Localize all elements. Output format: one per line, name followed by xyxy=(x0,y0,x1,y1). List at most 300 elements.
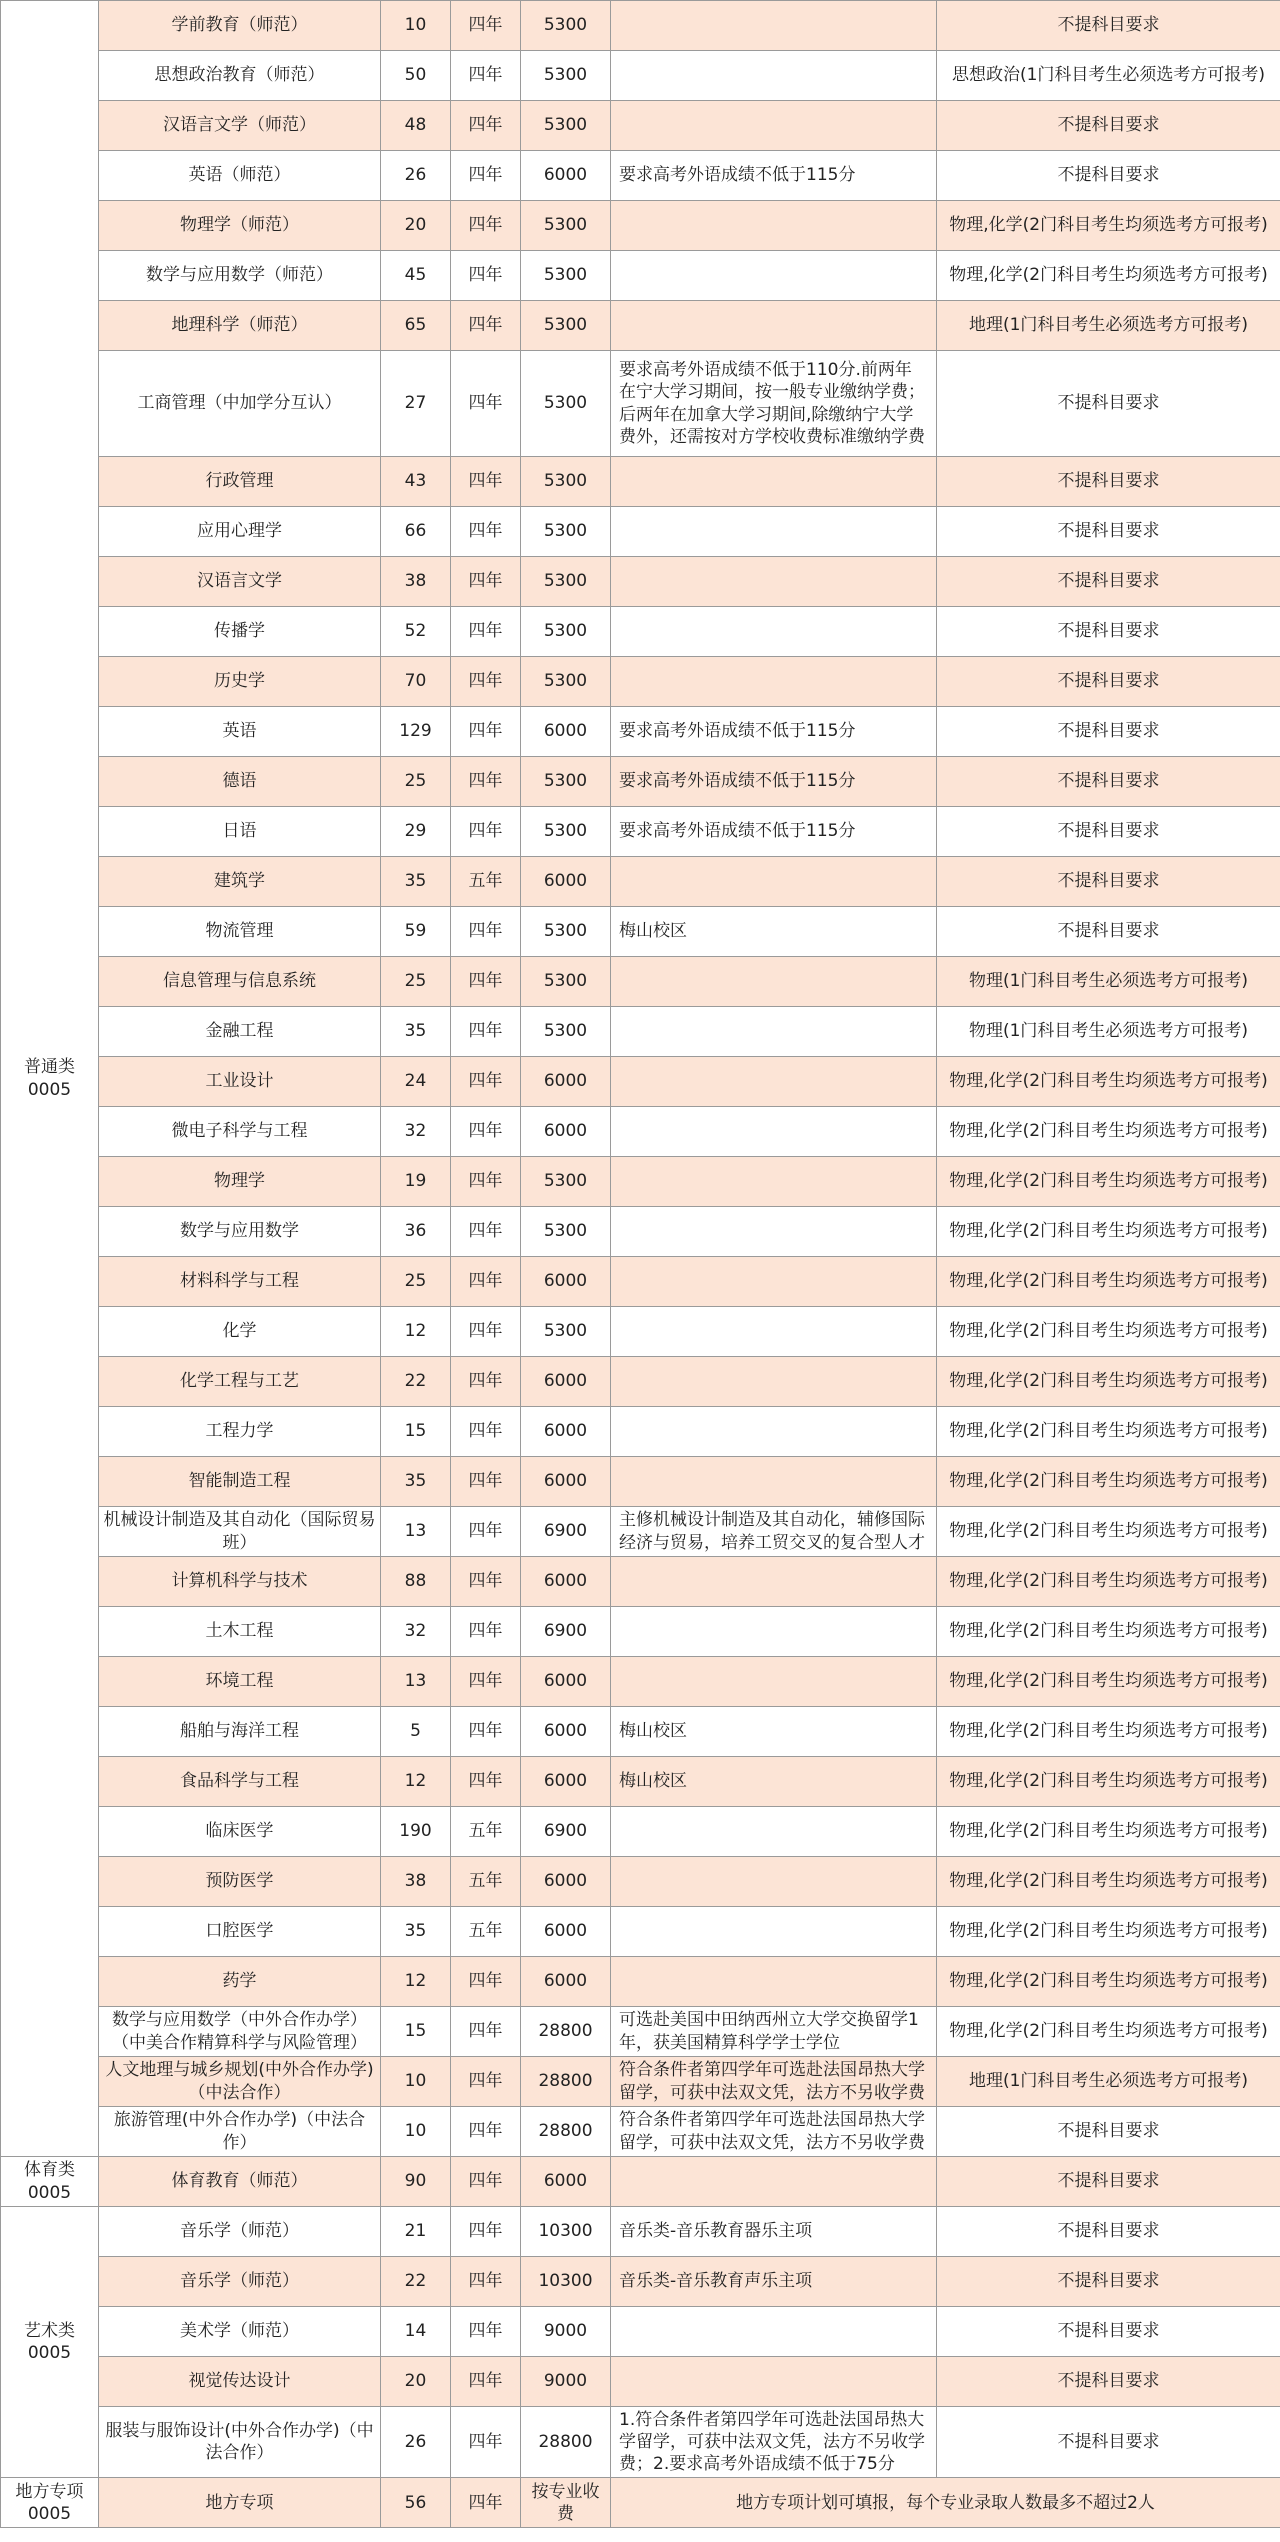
duration-cell: 四年 xyxy=(451,1207,521,1257)
subject-requirement-cell: 物理,化学(2门科目考生均须选考方可报考) xyxy=(937,1657,1280,1707)
remarks-cell xyxy=(611,607,937,657)
tuition-fee-cell: 6900 xyxy=(521,1507,611,1557)
subject-requirement-cell: 物理(1门科目考生必须选考方可报考) xyxy=(937,1007,1280,1057)
duration-cell: 五年 xyxy=(451,1857,521,1907)
table-row xyxy=(1,1407,1280,1457)
enrollment-count-cell: 5 xyxy=(381,1707,451,1757)
subject-requirement-cell: 物理,化学(2门科目考生均须选考方可报考) xyxy=(937,1507,1280,1557)
enrollment-count-cell: 12 xyxy=(381,1957,451,2007)
duration-cell: 四年 xyxy=(451,1,521,51)
duration-cell: 四年 xyxy=(451,1307,521,1357)
enrollment-count-cell: 10 xyxy=(381,2107,451,2157)
duration-cell: 四年 xyxy=(451,2407,521,2478)
category-cell xyxy=(1,2207,99,2478)
table-row xyxy=(1,1357,1280,1407)
tuition-fee-cell: 6000 xyxy=(521,1407,611,1457)
tuition-fee-cell: 6000 xyxy=(521,1057,611,1107)
table-row xyxy=(1,857,1280,907)
table-row xyxy=(1,1757,1280,1807)
subject-requirement-cell: 不提科目要求 xyxy=(937,557,1280,607)
tuition-fee-cell: 6000 xyxy=(521,1657,611,1707)
remarks-cell xyxy=(611,1257,937,1307)
table-row xyxy=(1,2307,1280,2357)
table-row xyxy=(1,301,1280,351)
duration-cell: 四年 xyxy=(451,351,521,457)
enrollment-count-cell: 38 xyxy=(381,1857,451,1907)
enrollment-count-cell: 56 xyxy=(381,2478,451,2528)
remarks-cell: 梅山校区 xyxy=(611,907,937,957)
major-name-cell: 旅游管理(中外合作办学)（中法合作） xyxy=(99,2107,381,2157)
subject-requirement-cell: 物理(1门科目考生必须选考方可报考) xyxy=(937,957,1280,1007)
duration-cell: 四年 xyxy=(451,2307,521,2357)
table-row xyxy=(1,101,1280,151)
enrollment-count-cell: 50 xyxy=(381,51,451,101)
duration-cell: 四年 xyxy=(451,2007,521,2057)
tuition-fee-cell: 5300 xyxy=(521,607,611,657)
duration-cell: 四年 xyxy=(451,907,521,957)
duration-cell: 四年 xyxy=(451,1007,521,1057)
category-code: 0005 xyxy=(27,2503,72,2524)
enrollment-count-cell: 13 xyxy=(381,1657,451,1707)
table-row xyxy=(1,1557,1280,1607)
tuition-fee-cell: 5300 xyxy=(521,807,611,857)
tuition-fee-cell: 28800 xyxy=(521,2407,611,2478)
enrollment-count-cell: 88 xyxy=(381,1557,451,1607)
major-name-cell: 工业设计 xyxy=(99,1057,381,1107)
subject-requirement-cell: 不提科目要求 xyxy=(937,757,1280,807)
duration-cell: 四年 xyxy=(451,2057,521,2107)
remarks-cell xyxy=(611,1007,937,1057)
tuition-fee-cell: 5300 xyxy=(521,1007,611,1057)
subject-requirement-cell: 不提科目要求 xyxy=(937,2357,1280,2407)
remarks-cell: 符合条件者第四学年可选赴法国昂热大学留学，可获中法双文凭，法方不另收学费 xyxy=(611,2057,937,2107)
major-name-cell: 口腔医学 xyxy=(99,1907,381,1957)
enrollment-count-cell: 22 xyxy=(381,2257,451,2307)
subject-requirement-cell: 物理,化学(2门科目考生均须选考方可报考) xyxy=(937,1207,1280,1257)
subject-requirement-cell: 物理,化学(2门科目考生均须选考方可报考) xyxy=(937,1457,1280,1507)
major-name-cell: 物理学（师范） xyxy=(99,201,381,251)
tuition-fee-cell: 9000 xyxy=(521,2357,611,2407)
tuition-fee-cell: 28800 xyxy=(521,2007,611,2057)
subject-requirement-cell: 不提科目要求 xyxy=(937,607,1280,657)
major-name-cell: 金融工程 xyxy=(99,1007,381,1057)
tuition-fee-cell: 10300 xyxy=(521,2257,611,2307)
subject-requirement-cell: 不提科目要求 xyxy=(937,857,1280,907)
subject-requirement-cell: 不提科目要求 xyxy=(937,151,1280,201)
table-row xyxy=(1,201,1280,251)
major-name-cell: 机械设计制造及其自动化（国际贸易班） xyxy=(99,1507,381,1557)
remarks-cell xyxy=(611,1907,937,1957)
major-name-cell: 数学与应用数学（中外合作办学）（中美合作精算科学与风险管理） xyxy=(99,2007,381,2057)
subject-requirement-cell: 物理,化学(2门科目考生均须选考方可报考) xyxy=(937,1707,1280,1757)
subject-requirement-cell: 不提科目要求 xyxy=(937,907,1280,957)
enrollment-count-cell: 20 xyxy=(381,201,451,251)
table-row xyxy=(1,2007,1280,2057)
enrollment-count-cell: 24 xyxy=(381,1057,451,1107)
remarks-cell xyxy=(611,201,937,251)
duration-cell: 四年 xyxy=(451,301,521,351)
remarks-cell: 符合条件者第四学年可选赴法国昂热大学留学，可获中法双文凭，法方不另收学费 xyxy=(611,2107,937,2157)
remarks-cell: 音乐类-音乐教育声乐主项 xyxy=(611,2257,937,2307)
tuition-fee-cell: 按专业收费 xyxy=(521,2478,611,2528)
remarks-cell: 要求高考外语成绩不低于110分.前两年在宁大学习期间，按一般专业缴纳学费；后两年在加拿大学习期间,除缴纳宁大学费外，还需按对方学校收费标准缴纳学费 xyxy=(611,351,937,457)
table-row xyxy=(1,1807,1280,1857)
subject-requirement-cell: 物理,化学(2门科目考生均须选考方可报考) xyxy=(937,1407,1280,1457)
duration-cell: 四年 xyxy=(451,2207,521,2257)
duration-cell: 四年 xyxy=(451,101,521,151)
tuition-fee-cell: 6000 xyxy=(521,2157,611,2207)
duration-cell: 四年 xyxy=(451,1957,521,2007)
subject-requirement-cell: 物理,化学(2门科目考生均须选考方可报考) xyxy=(937,1307,1280,1357)
table-row xyxy=(1,1907,1280,1957)
table-row xyxy=(1,51,1280,101)
tuition-fee-cell: 6000 xyxy=(521,1757,611,1807)
major-name-cell: 英语（师范） xyxy=(99,151,381,201)
major-name-cell: 土木工程 xyxy=(99,1607,381,1657)
tuition-fee-cell: 6000 xyxy=(521,1457,611,1507)
enrollment-count-cell: 26 xyxy=(381,151,451,201)
enrollment-count-cell: 43 xyxy=(381,457,451,507)
subject-requirement-cell: 地理(1门科目考生必须选考方可报考) xyxy=(937,2057,1280,2107)
duration-cell: 四年 xyxy=(451,557,521,607)
subject-requirement-cell: 物理,化学(2门科目考生均须选考方可报考) xyxy=(937,1057,1280,1107)
major-name-cell: 预防医学 xyxy=(99,1857,381,1907)
tuition-fee-cell: 6000 xyxy=(521,1257,611,1307)
duration-cell: 四年 xyxy=(451,607,521,657)
major-name-cell: 历史学 xyxy=(99,657,381,707)
enrollment-count-cell: 21 xyxy=(381,2207,451,2257)
major-name-cell: 船舶与海洋工程 xyxy=(99,1707,381,1757)
tuition-fee-cell: 6000 xyxy=(521,1357,611,1407)
table-row xyxy=(1,2357,1280,2407)
table-row xyxy=(1,957,1280,1007)
table-row xyxy=(1,557,1280,607)
category-cell xyxy=(1,1,99,2157)
major-name-cell: 思想政治教育（师范） xyxy=(99,51,381,101)
category-code: 0005 xyxy=(27,2182,72,2203)
major-name-cell: 行政管理 xyxy=(99,457,381,507)
remarks-cell xyxy=(611,457,937,507)
remarks-cell xyxy=(611,507,937,557)
tuition-fee-cell: 5300 xyxy=(521,351,611,457)
subject-requirement-cell: 思想政治(1门科目考生必须选考方可报考) xyxy=(937,51,1280,101)
remarks-cell xyxy=(611,301,937,351)
duration-cell: 五年 xyxy=(451,1907,521,1957)
remarks-cell xyxy=(611,1307,937,1357)
category-code: 0005 xyxy=(27,2343,72,2364)
major-name-cell: 视觉传达设计 xyxy=(99,2357,381,2407)
duration-cell: 四年 xyxy=(451,1707,521,1757)
duration-cell: 四年 xyxy=(451,1157,521,1207)
remarks-cell: 可选赴美国中田纳西州立大学交换留学1年，获美国精算科学学士学位 xyxy=(611,2007,937,2057)
subject-requirement-cell: 物理,化学(2门科目考生均须选考方可报考) xyxy=(937,201,1280,251)
table-row xyxy=(1,907,1280,957)
tuition-fee-cell: 6000 xyxy=(521,1707,611,1757)
remarks-cell xyxy=(611,1107,937,1157)
subject-requirement-cell: 物理,化学(2门科目考生均须选考方可报考) xyxy=(937,2007,1280,2057)
subject-requirement-cell: 不提科目要求 xyxy=(937,351,1280,457)
duration-cell: 四年 xyxy=(451,957,521,1007)
subject-requirement-cell: 物理,化学(2门科目考生均须选考方可报考) xyxy=(937,1357,1280,1407)
major-name-cell: 学前教育（师范） xyxy=(99,1,381,51)
duration-cell: 四年 xyxy=(451,251,521,301)
major-name-cell: 数学与应用数学 xyxy=(99,1207,381,1257)
enrollment-count-cell: 32 xyxy=(381,1107,451,1157)
major-name-cell: 计算机科学与技术 xyxy=(99,1557,381,1607)
major-name-cell: 地理科学（师范） xyxy=(99,301,381,351)
tuition-fee-cell: 6000 xyxy=(521,707,611,757)
table-row xyxy=(1,1107,1280,1157)
duration-cell: 四年 xyxy=(451,2357,521,2407)
subject-requirement-cell: 物理,化学(2门科目考生均须选考方可报考) xyxy=(937,251,1280,301)
major-name-cell: 汉语言文学 xyxy=(99,557,381,607)
remarks-cell xyxy=(611,1157,937,1207)
table-row xyxy=(1,2257,1280,2307)
duration-cell: 四年 xyxy=(451,1557,521,1607)
subject-requirement-cell: 不提科目要求 xyxy=(937,2257,1280,2307)
subject-requirement-cell: 物理,化学(2门科目考生均须选考方可报考) xyxy=(937,1907,1280,1957)
major-name-cell: 音乐学（师范） xyxy=(99,2257,381,2307)
subject-requirement-cell: 不提科目要求 xyxy=(937,457,1280,507)
remarks-cell: 梅山校区 xyxy=(611,1757,937,1807)
major-name-cell: 临床医学 xyxy=(99,1807,381,1857)
tuition-fee-cell: 6000 xyxy=(521,151,611,201)
subject-requirement-cell: 物理,化学(2门科目考生均须选考方可报考) xyxy=(937,1807,1280,1857)
tuition-fee-cell: 6000 xyxy=(521,1107,611,1157)
duration-cell: 四年 xyxy=(451,2257,521,2307)
remarks-cell xyxy=(611,51,937,101)
remarks-cell xyxy=(611,251,937,301)
category-name: 体育类 xyxy=(24,2160,75,2181)
tuition-fee-cell: 6900 xyxy=(521,1807,611,1857)
table-row xyxy=(1,1157,1280,1207)
table-row xyxy=(1,1507,1280,1557)
major-name-cell: 传播学 xyxy=(99,607,381,657)
subject-requirement-cell: 地理(1门科目考生必须选考方可报考) xyxy=(937,301,1280,351)
major-name-cell: 日语 xyxy=(99,807,381,857)
enrollment-count-cell: 35 xyxy=(381,1907,451,1957)
table-row xyxy=(1,657,1280,707)
table-row xyxy=(1,2107,1280,2157)
enrollment-count-cell: 65 xyxy=(381,301,451,351)
major-name-cell: 应用心理学 xyxy=(99,507,381,557)
remarks-cell xyxy=(611,1,937,51)
enrollment-count-cell: 32 xyxy=(381,1607,451,1657)
major-name-cell: 服装与服饰设计(中外合作办学)（中法合作） xyxy=(99,2407,381,2478)
enrollment-count-cell: 70 xyxy=(381,657,451,707)
tuition-fee-cell: 6000 xyxy=(521,1557,611,1607)
table-row xyxy=(1,707,1280,757)
remarks-cell xyxy=(611,1357,937,1407)
duration-cell: 四年 xyxy=(451,51,521,101)
major-name-cell: 智能制造工程 xyxy=(99,1457,381,1507)
remarks-cell xyxy=(611,1957,937,2007)
enrollment-count-cell: 38 xyxy=(381,557,451,607)
table-row xyxy=(1,351,1280,457)
table-row xyxy=(1,457,1280,507)
duration-cell: 四年 xyxy=(451,1057,521,1107)
major-name-cell: 工商管理（中加学分互认） xyxy=(99,351,381,457)
tuition-fee-cell: 28800 xyxy=(521,2057,611,2107)
enrollment-count-cell: 48 xyxy=(381,101,451,151)
enrollment-count-cell: 22 xyxy=(381,1357,451,1407)
subject-requirement-cell: 不提科目要求 xyxy=(937,101,1280,151)
major-name-cell: 物理学 xyxy=(99,1157,381,1207)
subject-requirement-cell: 物理,化学(2门科目考生均须选考方可报考) xyxy=(937,1757,1280,1807)
major-name-cell: 人文地理与城乡规划(中外合作办学)（中法合作） xyxy=(99,2057,381,2107)
enrollment-count-cell: 36 xyxy=(381,1207,451,1257)
subject-requirement-cell: 物理,化学(2门科目考生均须选考方可报考) xyxy=(937,1107,1280,1157)
table-row xyxy=(1,2157,1280,2207)
remarks-cell: 主修机械设计制造及其自动化，辅修国际经济与贸易，培养工贸交叉的复合型人才 xyxy=(611,1507,937,1557)
tuition-fee-cell: 5300 xyxy=(521,507,611,557)
remarks-cell xyxy=(611,557,937,607)
enrollment-count-cell: 12 xyxy=(381,1307,451,1357)
enrollment-count-cell: 35 xyxy=(381,1007,451,1057)
remarks-cell xyxy=(611,657,937,707)
tuition-fee-cell: 5300 xyxy=(521,301,611,351)
enrollment-count-cell: 13 xyxy=(381,1507,451,1557)
tuition-fee-cell: 6000 xyxy=(521,1857,611,1907)
enrollment-count-cell: 10 xyxy=(381,1,451,51)
tuition-fee-cell: 5300 xyxy=(521,1307,611,1357)
enrollment-count-cell: 29 xyxy=(381,807,451,857)
major-name-cell: 化学 xyxy=(99,1307,381,1357)
enrollment-count-cell: 15 xyxy=(381,2007,451,2057)
table-row xyxy=(1,251,1280,301)
tuition-fee-cell: 5300 xyxy=(521,1207,611,1257)
subject-requirement-cell: 不提科目要求 xyxy=(937,2207,1280,2257)
major-name-cell: 化学工程与工艺 xyxy=(99,1357,381,1407)
enrollment-count-cell: 10 xyxy=(381,2057,451,2107)
duration-cell: 四年 xyxy=(451,151,521,201)
table-row xyxy=(1,1857,1280,1907)
table-row xyxy=(1,2057,1280,2107)
duration-cell: 四年 xyxy=(451,1107,521,1157)
duration-cell: 四年 xyxy=(451,2478,521,2528)
remarks-cell xyxy=(611,2307,937,2357)
subject-requirement-cell: 不提科目要求 xyxy=(937,2157,1280,2207)
remarks-cell xyxy=(611,1207,937,1257)
subject-requirement-cell: 不提科目要求 xyxy=(937,807,1280,857)
duration-cell: 四年 xyxy=(451,507,521,557)
table-row xyxy=(1,1057,1280,1107)
duration-cell: 四年 xyxy=(451,657,521,707)
remarks-cell xyxy=(611,1407,937,1457)
duration-cell: 四年 xyxy=(451,707,521,757)
enrollment-count-cell: 14 xyxy=(381,2307,451,2357)
tuition-fee-cell: 5300 xyxy=(521,201,611,251)
duration-cell: 四年 xyxy=(451,201,521,251)
duration-cell: 四年 xyxy=(451,1257,521,1307)
duration-cell: 四年 xyxy=(451,757,521,807)
major-name-cell: 食品科学与工程 xyxy=(99,1757,381,1807)
table-row xyxy=(1,2407,1280,2478)
category-name: 普通类 xyxy=(24,1057,75,1078)
tuition-fee-cell: 6000 xyxy=(521,1957,611,2007)
remarks-cell xyxy=(611,1457,937,1507)
subject-requirement-cell: 不提科目要求 xyxy=(937,657,1280,707)
category-cell xyxy=(1,2478,99,2528)
category-name: 艺术类 xyxy=(24,2321,75,2342)
tuition-fee-cell: 5300 xyxy=(521,1,611,51)
table-row xyxy=(1,1957,1280,2007)
table-row xyxy=(1,607,1280,657)
duration-cell: 四年 xyxy=(451,1457,521,1507)
major-name-cell: 微电子科学与工程 xyxy=(99,1107,381,1157)
subject-requirement-cell: 物理,化学(2门科目考生均须选考方可报考) xyxy=(937,1607,1280,1657)
major-name-cell: 药学 xyxy=(99,1957,381,2007)
subject-requirement-cell: 不提科目要求 xyxy=(937,1,1280,51)
remarks-cell: 1.符合条件者第四学年可选赴法国昂热大学留学，可获中法双文凭，法方不另收学费；2.要求高考外语成绩不低于75分 xyxy=(611,2407,937,2478)
subject-requirement-cell: 物理,化学(2门科目考生均须选考方可报考) xyxy=(937,1157,1280,1207)
tuition-fee-cell: 5300 xyxy=(521,457,611,507)
tuition-fee-cell: 5300 xyxy=(521,51,611,101)
table-row xyxy=(1,757,1280,807)
enrollment-count-cell: 12 xyxy=(381,1757,451,1807)
tuition-fee-cell: 5300 xyxy=(521,907,611,957)
tuition-fee-cell: 6900 xyxy=(521,1607,611,1657)
subject-requirement-cell: 不提科目要求 xyxy=(937,707,1280,757)
remarks-cell xyxy=(611,957,937,1007)
enrollment-count-cell: 20 xyxy=(381,2357,451,2407)
enrollment-count-cell: 27 xyxy=(381,351,451,457)
duration-cell: 四年 xyxy=(451,1757,521,1807)
major-name-cell: 信息管理与信息系统 xyxy=(99,957,381,1007)
table-row xyxy=(1,1207,1280,1257)
table-row xyxy=(1,1457,1280,1507)
table-row xyxy=(1,1707,1280,1757)
remarks-cell: 音乐类-音乐教育器乐主项 xyxy=(611,2207,937,2257)
subject-requirement-cell: 物理,化学(2门科目考生均须选考方可报考) xyxy=(937,1557,1280,1607)
remarks-cell: 要求高考外语成绩不低于115分 xyxy=(611,757,937,807)
major-name-cell: 德语 xyxy=(99,757,381,807)
table-row xyxy=(1,2478,1280,2528)
enrollment-count-cell: 25 xyxy=(381,957,451,1007)
subject-requirement-cell: 不提科目要求 xyxy=(937,2307,1280,2357)
remarks-cell: 要求高考外语成绩不低于115分 xyxy=(611,807,937,857)
table-row xyxy=(1,2207,1280,2257)
table-row xyxy=(1,1657,1280,1707)
table-row xyxy=(1,507,1280,557)
remarks-cell xyxy=(611,1857,937,1907)
tuition-fee-cell: 5300 xyxy=(521,251,611,301)
duration-cell: 四年 xyxy=(451,807,521,857)
major-name-cell: 建筑学 xyxy=(99,857,381,907)
category-code: 0005 xyxy=(27,1079,72,1100)
remarks-cell xyxy=(611,857,937,907)
tuition-fee-cell: 5300 xyxy=(521,657,611,707)
subject-requirement-cell: 物理,化学(2门科目考生均须选考方可报考) xyxy=(937,1257,1280,1307)
major-name-cell: 音乐学（师范） xyxy=(99,2207,381,2257)
subject-requirement-cell: 不提科目要求 xyxy=(937,2407,1280,2478)
major-name-cell: 美术学（师范） xyxy=(99,2307,381,2357)
tuition-fee-cell: 5300 xyxy=(521,557,611,607)
enrollment-count-cell: 52 xyxy=(381,607,451,657)
tuition-fee-cell: 5300 xyxy=(521,957,611,1007)
special-plan-note-cell: 地方专项计划可填报，每个专业录取人数最多不超过2人 xyxy=(611,2478,1280,2528)
major-name-cell: 体育教育（师范） xyxy=(99,2157,381,2207)
major-name-cell: 汉语言文学（师范） xyxy=(99,101,381,151)
duration-cell: 四年 xyxy=(451,1657,521,1707)
tuition-fee-cell: 9000 xyxy=(521,2307,611,2357)
table-row xyxy=(1,807,1280,857)
remarks-cell xyxy=(611,1607,937,1657)
tuition-fee-cell: 5300 xyxy=(521,1157,611,1207)
enrollment-count-cell: 45 xyxy=(381,251,451,301)
enrollment-count-cell: 190 xyxy=(381,1807,451,1857)
enrollment-count-cell: 90 xyxy=(381,2157,451,2207)
